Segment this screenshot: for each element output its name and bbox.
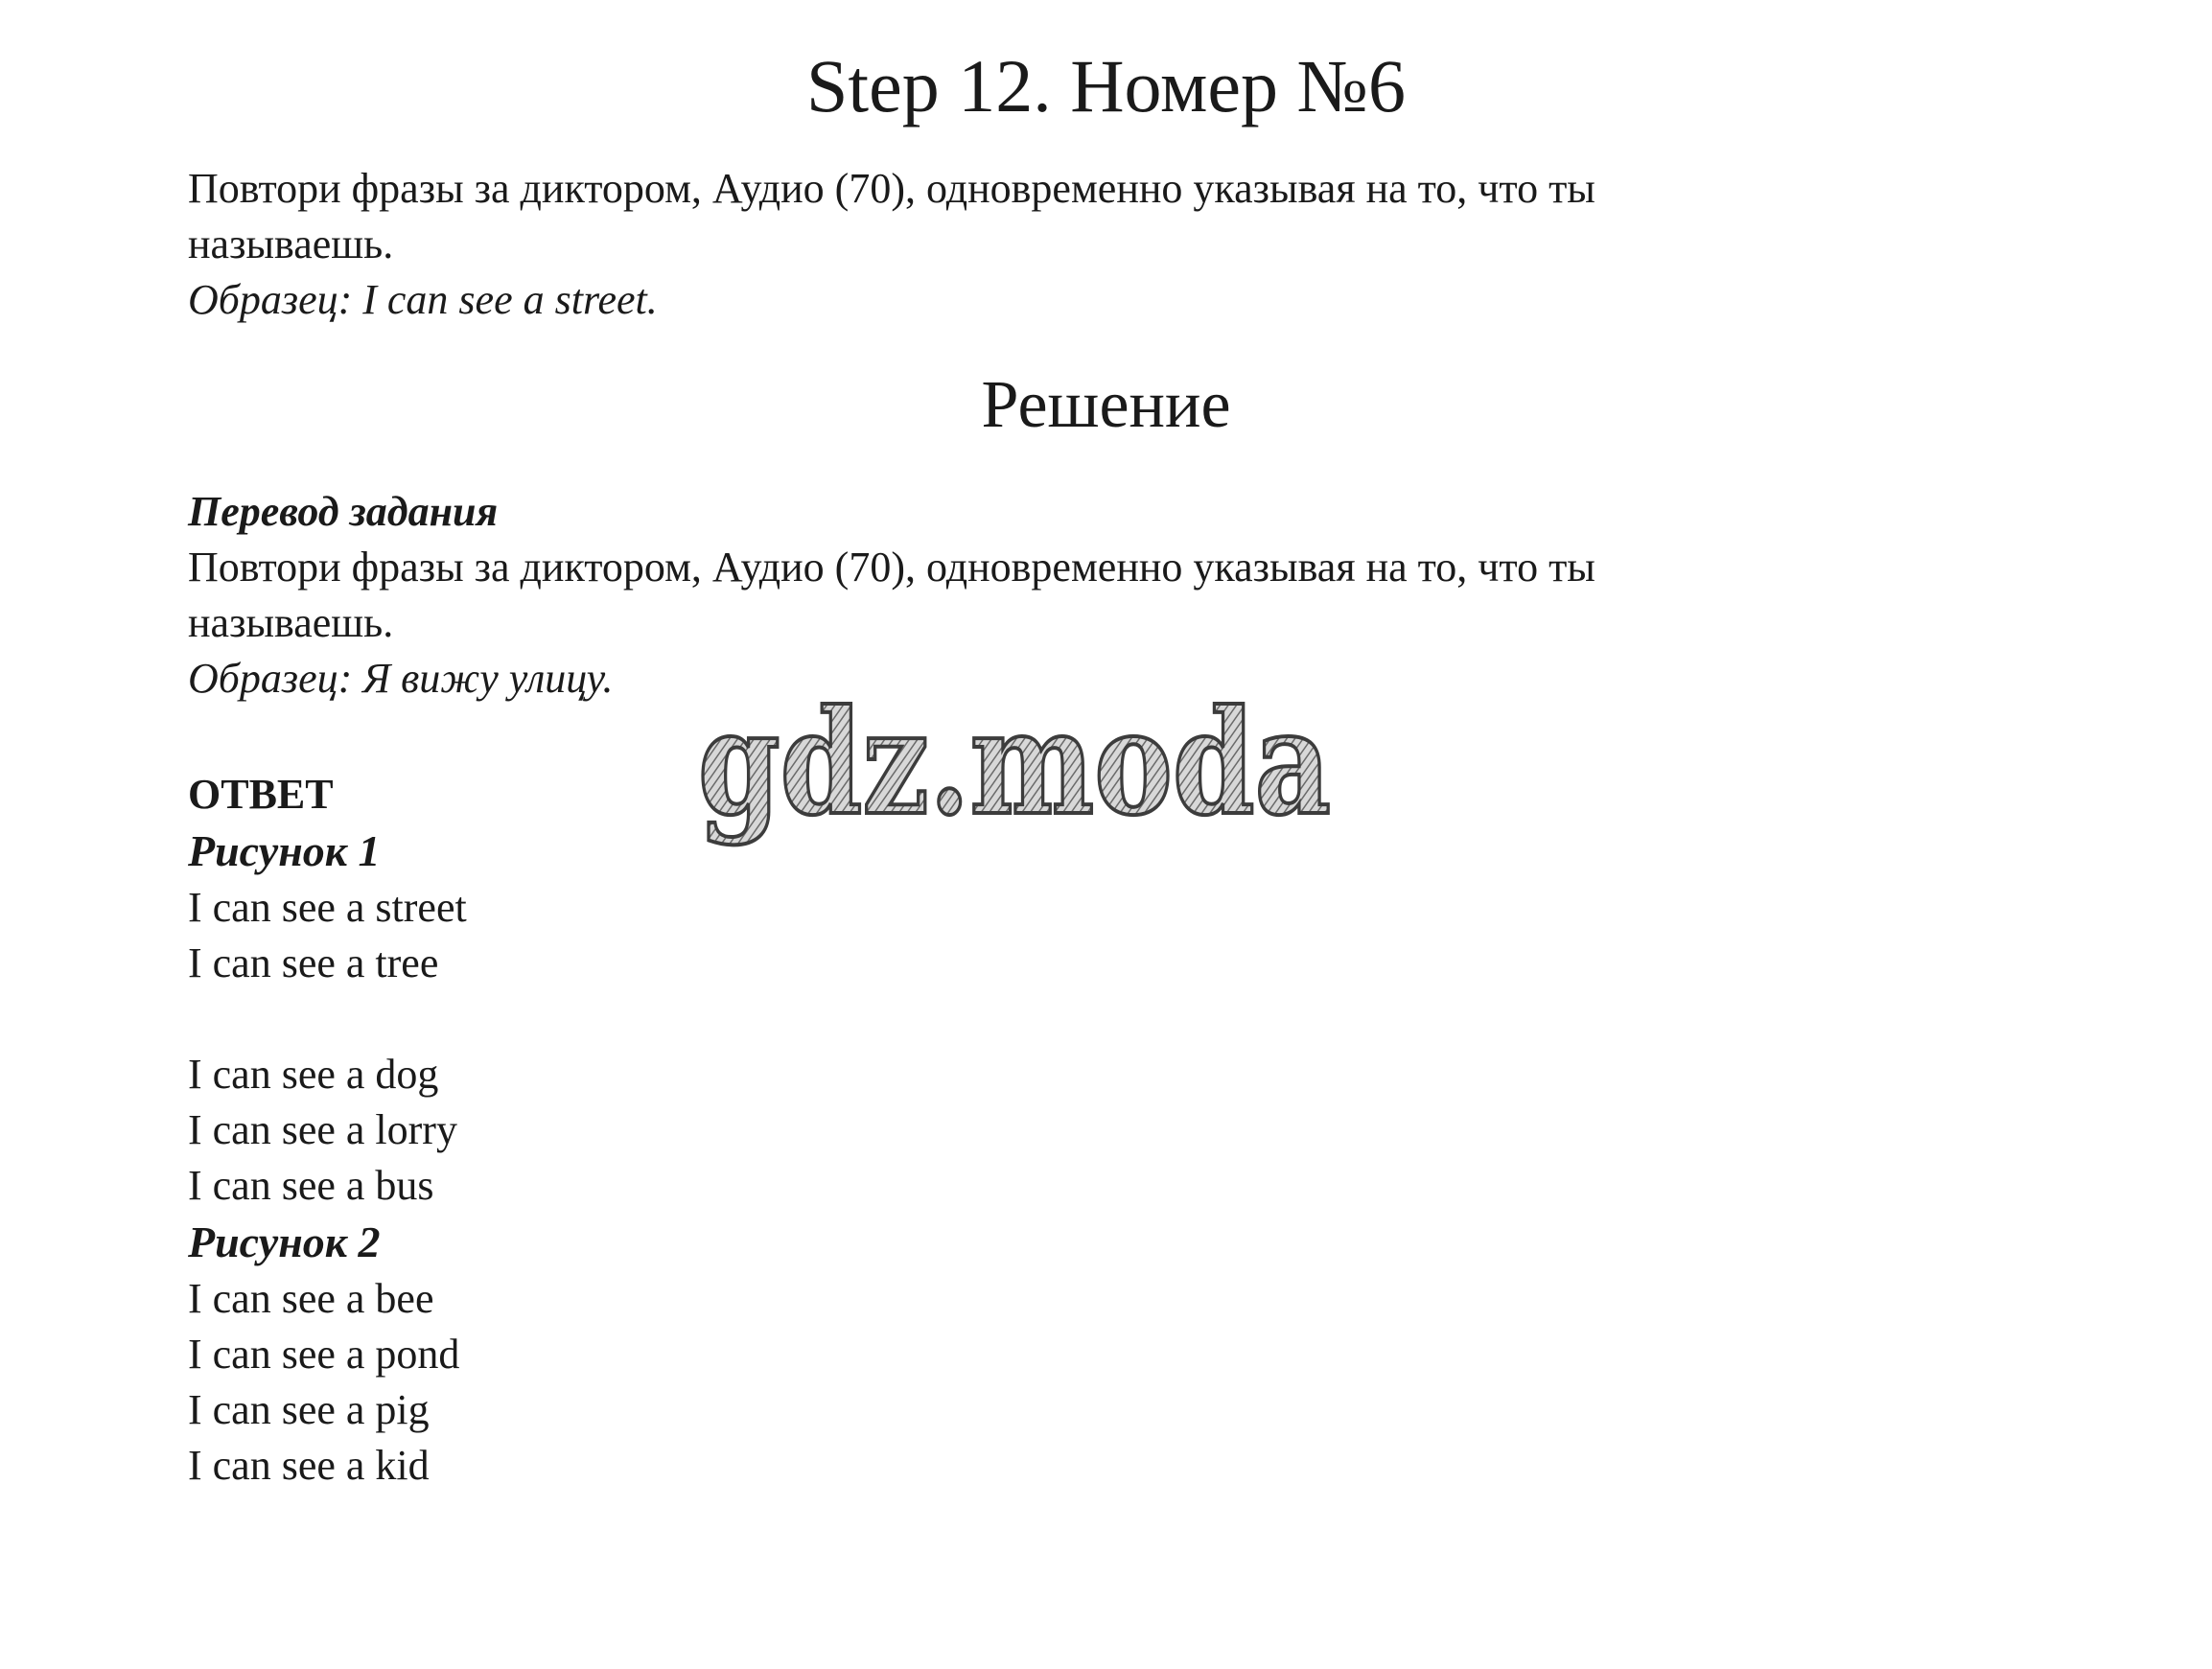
spacer	[188, 991, 1962, 1047]
translation-line-2: называешь.	[188, 599, 394, 646]
task-example: Образец: I can see a street.	[188, 276, 658, 323]
page-title: Step 12. Номер №6	[806, 44, 1406, 127]
figure-1-label: Рисунок 1	[188, 826, 381, 875]
figure-2-label: Рисунок 2	[188, 1217, 381, 1266]
translation-example: Образец: Я вижу улицу.	[188, 655, 614, 702]
answer-line: I can see a lorry	[188, 1106, 457, 1153]
answer-line: I can see a pond	[188, 1331, 460, 1378]
task-line-2: называешь.	[188, 220, 394, 267]
answer-section	[188, 767, 1962, 1494]
solution-heading: Решение	[981, 368, 1231, 442]
answer-line: I can see a dog	[188, 1051, 439, 1098]
answer-line: I can see a pig	[188, 1386, 430, 1433]
answer-line: I can see a street	[188, 884, 467, 931]
task-text	[188, 161, 1962, 328]
answer-heading: ОТВЕТ	[188, 771, 334, 818]
answer-line: I can see a bee	[188, 1275, 434, 1322]
watermark-text: gdz.moda	[698, 679, 1331, 847]
answer-line: I can see a tree	[188, 939, 439, 986]
translation-section	[188, 484, 1962, 707]
translation-heading: Перевод задания	[188, 488, 499, 535]
answer-line: I can see a bus	[188, 1162, 434, 1209]
watermark-logo	[690, 679, 1342, 868]
translation-line-1: Повтори фразы за диктором, Аудио (70), одновременно указывая на то, что ты	[188, 544, 1595, 591]
answer-line: I can see a kid	[188, 1442, 430, 1489]
task-line-1: Повтори фразы за диктором, Аудио (70), одновременно указывая на то, что ты	[188, 165, 1595, 212]
